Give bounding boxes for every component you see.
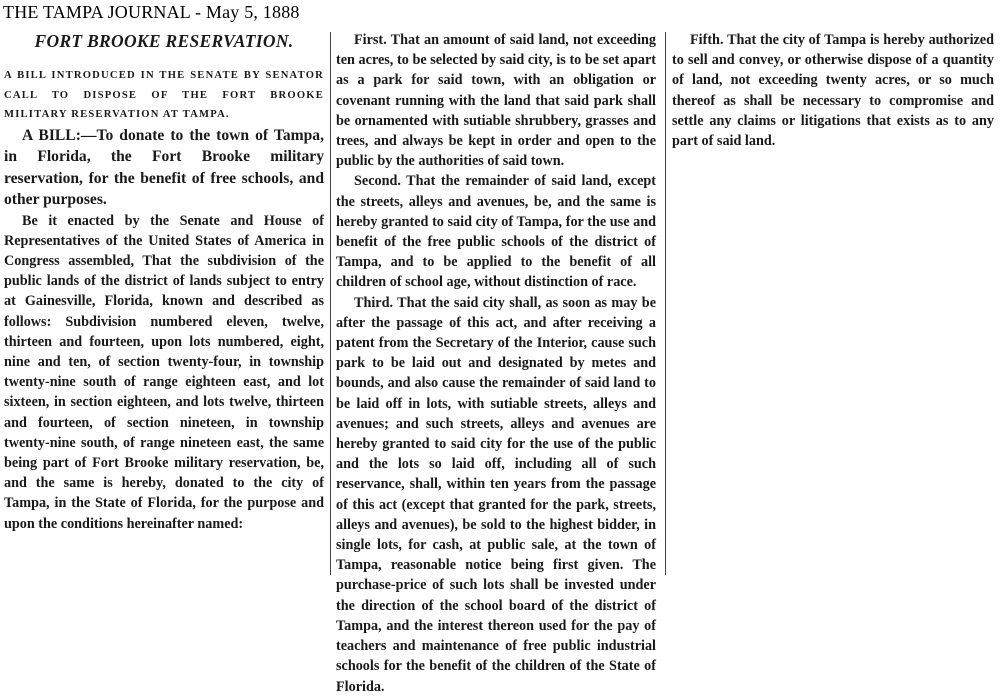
masthead: THE TAMPA JOURNAL - May 5, 1888 <box>3 2 300 22</box>
column-rule <box>665 32 666 575</box>
enacting-clause-paragraph: Be it enacted by the Senate and House of Representatives of the United States of America in Congress assembled, That the subdivision of the public lands of the district of lands subject to entry at Gainesville, Florida, known and described as follows: Subdivision numbered eleven, twelve, thirteen and fourteen, upon lots numbered, eight, nine and ten, of section twenty-four, in township twenty-nine south of range eighteen east, and lot sixteen, in section eighteen, and lots twelve, thirteen and fourteen, of section nineteen, in township twenty-nine south, of range nineteen east, the same being part of Fort Brooke military reservation, be, and the same is hereby, donated to the city of Tampa, in the State of Florida, for the purpose and upon the conditions hereinafter named: <box>4 212 324 532</box>
column-rule <box>330 32 331 575</box>
section-second-paragraph: Second. That the remainder of said land, except the streets, alleys and avenues, be, and the same is hereby granted to said city of Tampa, for the use and benefit of the free public schools of the district of Tampa, and to be applied to the benefit of all children of school age, without distinction of race. <box>336 173 656 291</box>
article-column-2 <box>336 30 656 695</box>
article-subhead: A BILL INTRODUCED IN THE SENATE BY SENATOR CALL TO DISPOSE OF THE FORT BROOKE MILITARY RESERVATION AT TAMPA. <box>4 70 324 120</box>
article-column-1 <box>4 30 324 575</box>
bill-lead-paragraph: A BILL:—To donate to the town of Tampa, in Florida, the Fort Brooke military reservation, for the benefit of free schools, and other purposes. <box>4 126 324 208</box>
article-headline: FORT BROOKE RESERVATION. <box>34 31 294 51</box>
article-column-3 <box>672 30 994 575</box>
section-fifth-paragraph: Fifth. That the city of Tampa is hereby authorized to sell and convey, or otherwise dispose of a quantity of land, not exceeding twenty acres, or so much thereof as shall be necessary to compromise and settle any claims or litigations that exists as to any part of said land. <box>672 32 994 150</box>
section-third-paragraph: Third. That the said city shall, as soon as may be after the passage of this act, and after receiving a patent from the Secretary of the Interior, cause such park to be laid out and designated by metes and bounds, and also cause the remainder of said land to be laid off in lots, with sutiable streets, alleys and avenues; and such streets, alleys and avenues are hereby granted to said city for the use of the public and the lots so laid off, including all of such reservance, shall, within ten years from the passage of this act (except that granted for the park, streets, alleys and avenues), be sold to the highest bidder, in single lots, for cash, at public sale, at the town of Tampa, reasonable notice being first given. The purchase-price of such lots shall be invested under the direction of the school board of the district of Tampa, and the interest thereon used for the pay of teachers and maintenance of free public industrial schools for the benefit of the children of the State of Florida. <box>336 294 656 695</box>
section-first-paragraph: First. That an amount of said land, not exceeding ten acres, to be selected by said city, is to be set apart as a park for said town, with an obligation or covenant running with the land that said park shall be ornamented with sutiable shrubbery, grasses and trees, and always be kept in order and open to the public by the authorities of said town. <box>336 32 656 170</box>
